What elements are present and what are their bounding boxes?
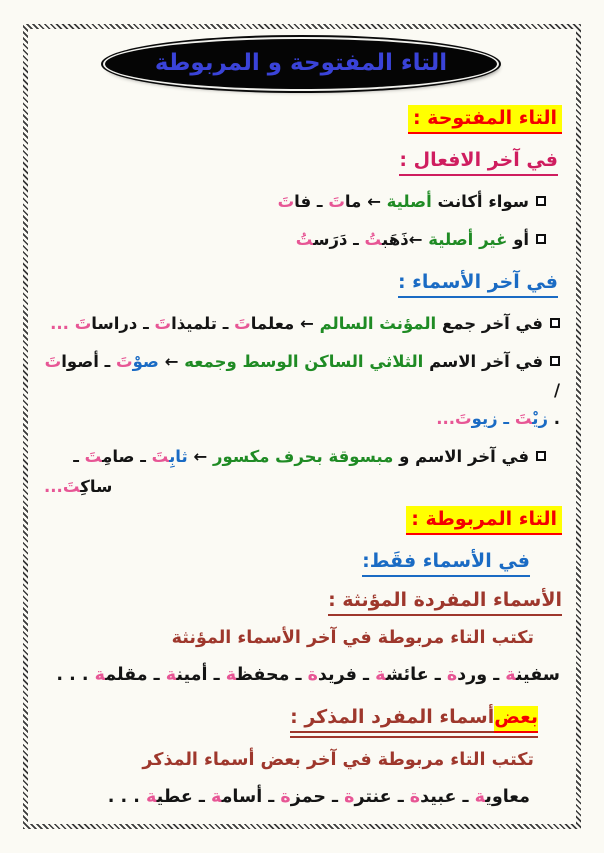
section-open-taa: [40, 105, 562, 134]
section-tied-taa: [40, 506, 562, 535]
nouns-rule-item-3: [44, 443, 546, 472]
verbs-rule-item-2: [44, 226, 546, 255]
masculine-heading: [290, 706, 538, 738]
feminine-examples: سفين‍‍ة ـ وردة ـ عائش‍‍ة ـ فريدة ـ محفظ‍‍ة ـ أمين‍‍ة ـ مقلم‍‍ة . . .: [56, 665, 560, 686]
nouns-subheading: في آخر الأسماء :: [398, 271, 558, 298]
masculine-examples: معاوي‍‍ة ـ عبيدة ـ عنترة ـ حمزة ـ أسام‍‍ة ـ عطي‍‍ة . . .: [107, 787, 530, 808]
square-bullet-icon: [536, 234, 546, 244]
nouns-rule-item-1: [44, 310, 560, 339]
open-taa-heading: التاء المفتوحة :: [408, 105, 562, 134]
rule-text: في آخر الاسم و مبسوقة بحرف مكسور ← ثابِ‍‍تَ ـ صامِ‍‍تَ ـ: [73, 447, 529, 467]
masculine-heading-rest: أسماء المفرد المذكر :: [290, 706, 494, 733]
square-bullet-icon: [550, 356, 560, 366]
nouns-only-subheading-row: [44, 550, 530, 577]
square-bullet-icon: [536, 196, 546, 206]
rule-text: ساكِ‍‍تَ...: [44, 477, 113, 497]
page-title: التاء المفتوحة و المربوطة: [154, 50, 448, 76]
verbs-subheading-row: [44, 149, 558, 176]
nouns-subheading-row: [44, 271, 558, 298]
verbs-subheading: في آخر الافعال :: [399, 149, 558, 176]
square-bullet-icon: [536, 451, 546, 461]
rule-text: أو غير أصلية ←ذَهَب‍‍تُ ـ دَرَس‍‍تُ: [295, 229, 529, 249]
masculine-rule: تكتب التاء مربوطة في آخر بعض أسماء المذكر: [142, 750, 534, 771]
rule-text: سواء أكانت أصلية ← ماتَ ـ فاتَ: [277, 192, 529, 211]
masculine-heading-highlight: بعض: [494, 706, 538, 733]
feminine-heading-row: [44, 589, 562, 616]
title-banner: [105, 39, 497, 89]
rule-text: في آخر الاسم الثلاثي الساكن الوسط وجمعه ← صوْتَ ـ أصواتَ / . زيْ‍‍تَ ـ زيوتَ...: [44, 351, 560, 429]
square-bullet-icon: [550, 318, 560, 328]
nouns-rule-item-2: [44, 348, 560, 435]
verbs-rule-item-1: [44, 188, 546, 217]
feminine-rule: تكتب التاء مربوطة في آخر الأسماء المؤنثة: [171, 628, 534, 649]
nouns-rule-item-3-continuation: [44, 477, 546, 496]
tied-taa-heading: التاء المربوطة :: [406, 506, 562, 535]
rule-text: في آخر جمع المؤنث السالم ← معلماتَ ـ تلميذاتَ ـ دراساتَ ...: [50, 313, 543, 333]
page-frame: [23, 24, 581, 829]
feminine-heading: الأسماء المفردة المؤنثة :: [328, 589, 562, 616]
nouns-only-subheading: في الأسماء فقَط:: [362, 550, 530, 577]
masculine-heading-row: [44, 706, 538, 738]
